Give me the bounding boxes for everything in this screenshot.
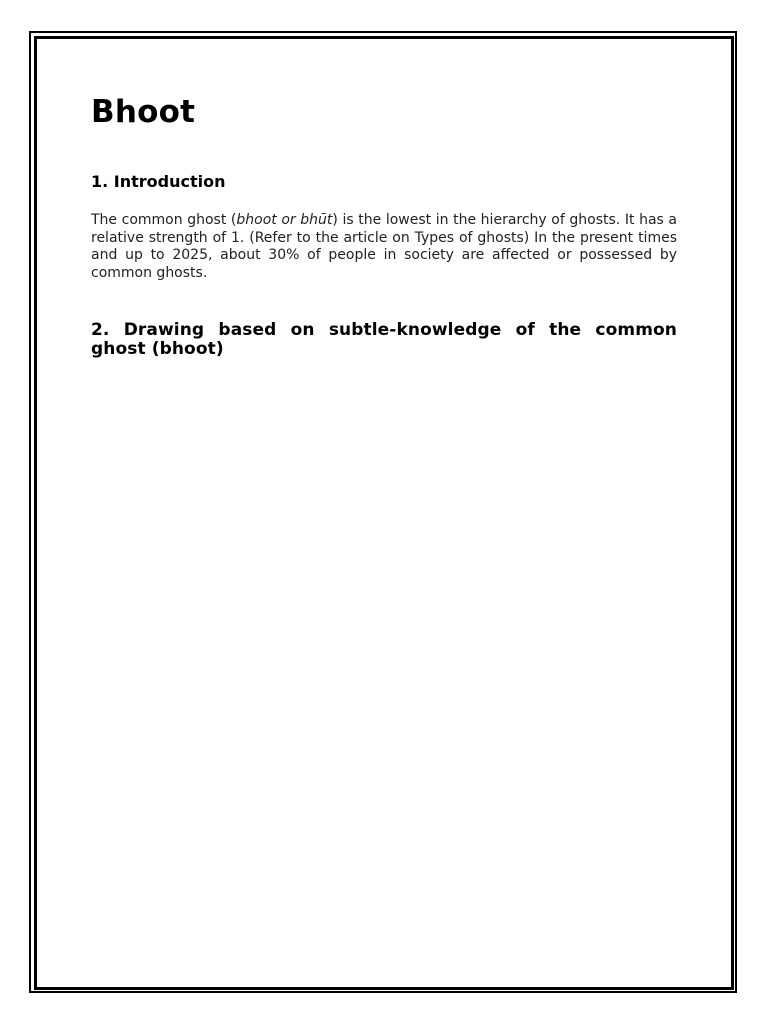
- paragraph-italic-term: bhoot or bhūt: [236, 212, 333, 228]
- page-content: [91, 92, 677, 359]
- section-drawing-heading: 2. Drawing based on subtle-knowledge of the common ghost (bhoot): [91, 320, 677, 359]
- document-title: Bhoot: [91, 94, 196, 130]
- paragraph-text-start: The common ghost (: [91, 212, 237, 228]
- section-introduction-paragraph: [91, 212, 677, 282]
- paragraph-text-end: ) is the lowest in the hierarchy of ghosts. It has a relative strength of 1. (Refer to the article on Types of ghosts) In the present times and up to 2025, about 30% of people in society are affected or possessed by common ghosts.: [91, 212, 677, 281]
- section-introduction-heading: 1. Introduction: [91, 172, 226, 191]
